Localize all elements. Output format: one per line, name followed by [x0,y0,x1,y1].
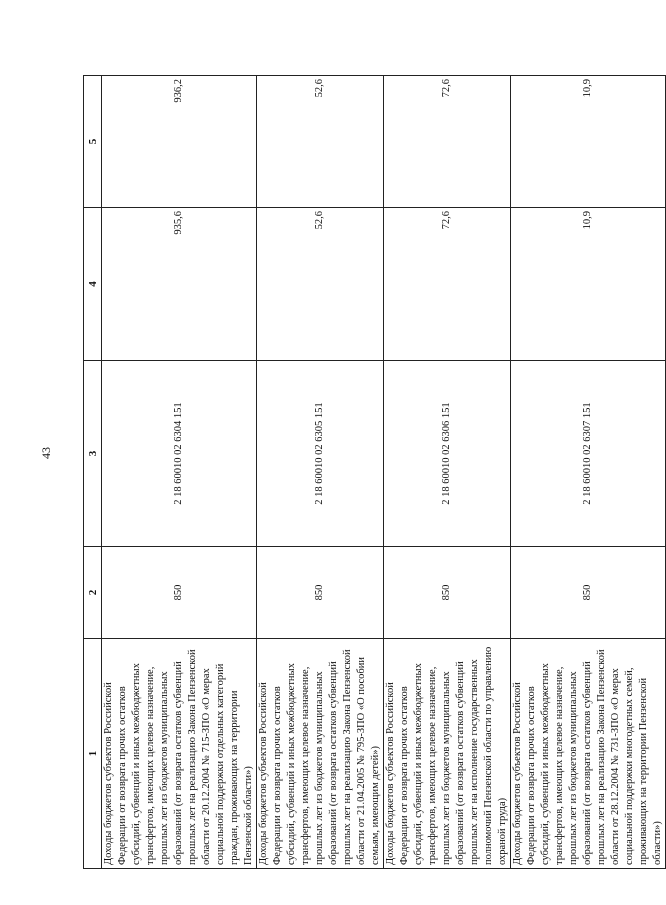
row-budget-code: 2 18 60010 02 6307 151 [511,361,666,547]
row-description: Доходы бюджетов субъектов Российской Федерации от возврата прочих остатков субсидий, субвенций и иных межбюджетных трансфертов, имеющих целевое назначение, прошлых лет из бюджетов муниципальных образований (от возврата остатков субвенций прошлых лет на реализацию Закона Пензенской области от 20.12.2004 № 715-ЗПО «О мерах социальной поддержки отдельных категорий граждан, проживающих на территории Пензенской области») [102,639,257,869]
budget-revenue-table [83,75,666,869]
header-col-3: 3 [84,361,102,547]
row-value-2: 936,2 [102,76,257,208]
row-value-2: 10,9 [511,76,666,208]
row-budget-code: 2 18 60010 02 6304 151 [102,361,257,547]
row-admin-code: 850 [384,547,511,639]
header-col-1: 1 [84,639,102,869]
row-description: Доходы бюджетов субъектов Российской Федерации от возврата прочих остатков субсидий, субвенций и иных межбюджетных трансфертов, имеющих целевое назначение, прошлых лет из бюджетов муниципальных образований (от возврата остатков субвенций прошлых лет на реализацию Закона Пензенской области от 21.04.2005 № 795-ЗПО «О пособии семьям, имеющим детей») [257,639,384,869]
row-admin-code: 850 [511,547,666,639]
row-value-2: 72,6 [384,76,511,208]
header-col-5: 5 [84,76,102,208]
table-row [102,76,257,869]
row-value-1: 72,6 [384,208,511,361]
row-budget-code: 2 18 60010 02 6306 151 [384,361,511,547]
table-row [257,76,384,869]
row-description: Доходы бюджетов субъектов Российской Федерации от возврата прочих остатков субсидий, субвенций и иных межбюджетных трансфертов, имеющих целевое назначение, прошлых лет из бюджетов муниципальных образований (от возврата остатков субвенций прошлых лет на реализацию Закона Пензенской области от 28.12.2004 № 731-ЗПО «О мерах социальной поддержки многодетных семей, проживающих на территории Пензенской области») [511,639,666,869]
table-row [384,76,511,869]
row-admin-code: 850 [257,547,384,639]
row-value-1: 10,9 [511,208,666,361]
rotated-table-container [83,76,663,869]
header-col-2: 2 [84,547,102,639]
row-description: Доходы бюджетов субъектов Российской Федерации от возврата прочих остатков субсидий, субвенций и иных межбюджетных трансфертов, имеющих целевое назначение, прошлых лет из бюджетов муниципальных образований (от возврата остатков субвенций прошлых лет на исполнение государственных полномочий Пензенской области по управлению охраной труда) [384,639,511,869]
page-number: 43 [39,447,53,459]
row-admin-code: 850 [102,547,257,639]
header-col-4: 4 [84,208,102,361]
row-budget-code: 2 18 60010 02 6305 151 [257,361,384,547]
row-value-1: 935,6 [102,208,257,361]
table-header-row [84,76,102,869]
row-value-1: 52,6 [257,208,384,361]
row-value-2: 52,6 [257,76,384,208]
table-row [511,76,666,869]
